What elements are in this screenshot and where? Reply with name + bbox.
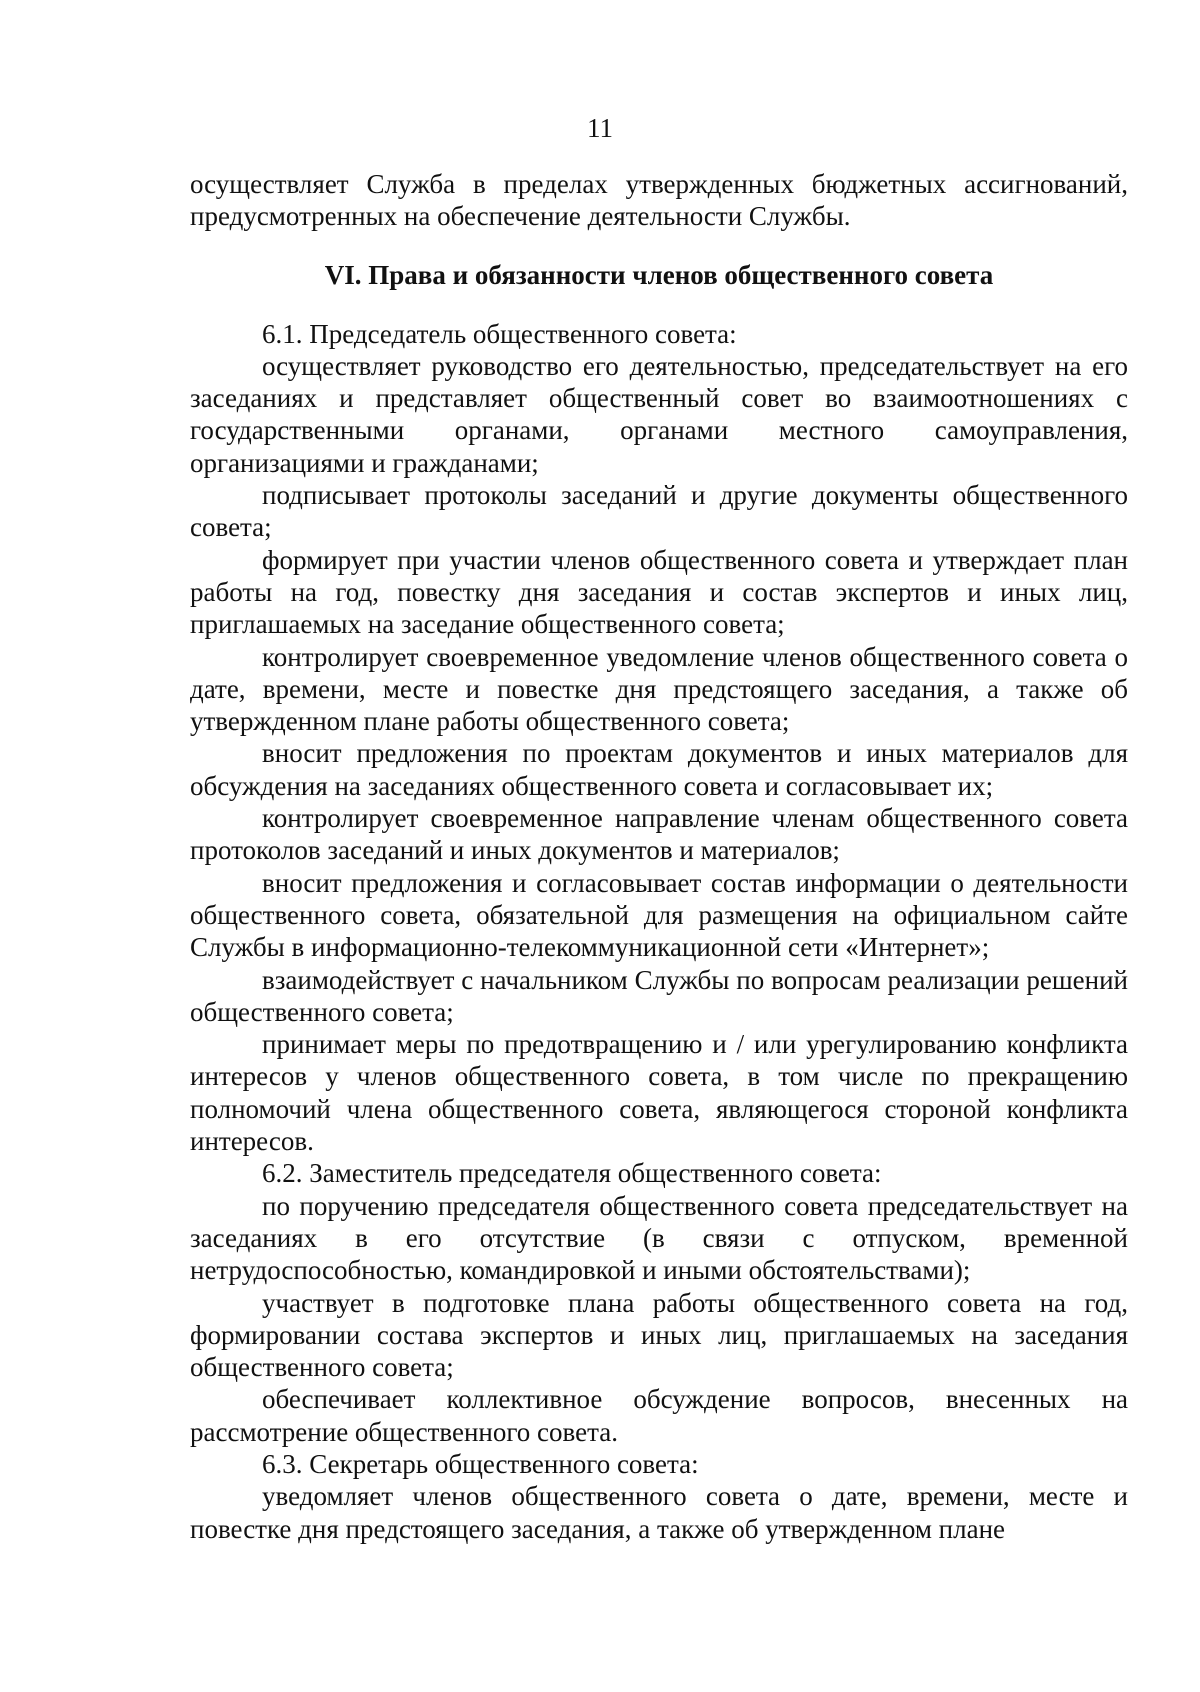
paragraph: обеспечивает коллективное обсуждение вопросов, внесенных на рассмотрение общественного совета. bbox=[190, 1384, 1128, 1447]
paragraph: взаимодействует с начальником Службы по вопросам реализации решений общественного совета; bbox=[190, 964, 1128, 1027]
paragraph: вносит предложения и согласовывает состав информации о деятельности общественного совета, обязательной для размещения на официальном сайте Службы в информационно-телекоммуникационной сети «Интернет»; bbox=[190, 867, 1128, 963]
section-body bbox=[190, 318, 1128, 1545]
paragraph: принимает меры по предотвращению и / или урегулированию конфликта интересов у членов общественного совета, в том числе по прекращению полномочий члена общественного совета, являющегося стороной конфликта интересов. bbox=[190, 1029, 1128, 1157]
paragraph: уведомляет членов общественного совета о дате, времени, месте и повестке дня предстоящего заседания, а также об утвержденном плане bbox=[190, 1481, 1128, 1544]
clause-6-2-title: 6.2. Заместитель председателя общественного совета: bbox=[262, 1158, 882, 1189]
page-number: 11 bbox=[587, 113, 613, 143]
intro-paragraph: осуществляет Служба в пределах утвержденных бюджетных ассигнований, предусмотренных на обеспечение деятельности Службы. bbox=[190, 169, 1128, 232]
paragraph: контролирует своевременное уведомление членов общественного совета о дате, времени, месте и повестке дня предстоящего заседания, а также об утвержденном плане работы общественного совета; bbox=[190, 641, 1128, 737]
paragraph: контролирует своевременное направление членам общественного совета протоколов заседаний и иных документов и материалов; bbox=[190, 803, 1128, 866]
paragraph: подписывает протоколы заседаний и другие документы общественного совета; bbox=[190, 480, 1128, 543]
paragraph: осуществляет руководство его деятельностью, председательствует на его заседаниях и представляет общественный совет во взаимоотношениях с государственными органами, органами местного самоуправления, организациями и гражданами; bbox=[190, 350, 1128, 478]
paragraph: участвует в подготовке плана работы общественного совета на год, формировании состава экспертов и иных лиц, приглашаемых на заседания общественного совета; bbox=[190, 1287, 1128, 1383]
paragraph: по поручению председателя общественного совета председательствует на заседаниях в его отсутствие (в связи с отпуском, временной нетрудоспособностью, командировкой и иными обстоятельствами); bbox=[190, 1190, 1128, 1286]
section-heading: VI. Права и обязанности членов общественного совета bbox=[324, 259, 994, 290]
clause-6-3-title: 6.3. Секретарь общественного совета: bbox=[262, 1448, 699, 1479]
document-page bbox=[190, 168, 1128, 1545]
paragraph: формирует при участии членов общественного совета и утверждает план работы на год, повестку дня заседания и состав экспертов и иных лиц, приглашаемых на заседание общественного совета; bbox=[190, 544, 1128, 640]
paragraph: вносит предложения по проектам документов и иных материалов для обсуждения на заседаниях общественного совета и согласовывает их; bbox=[190, 738, 1128, 801]
clause-6-1-title: 6.1. Председатель общественного совета: bbox=[262, 318, 737, 349]
